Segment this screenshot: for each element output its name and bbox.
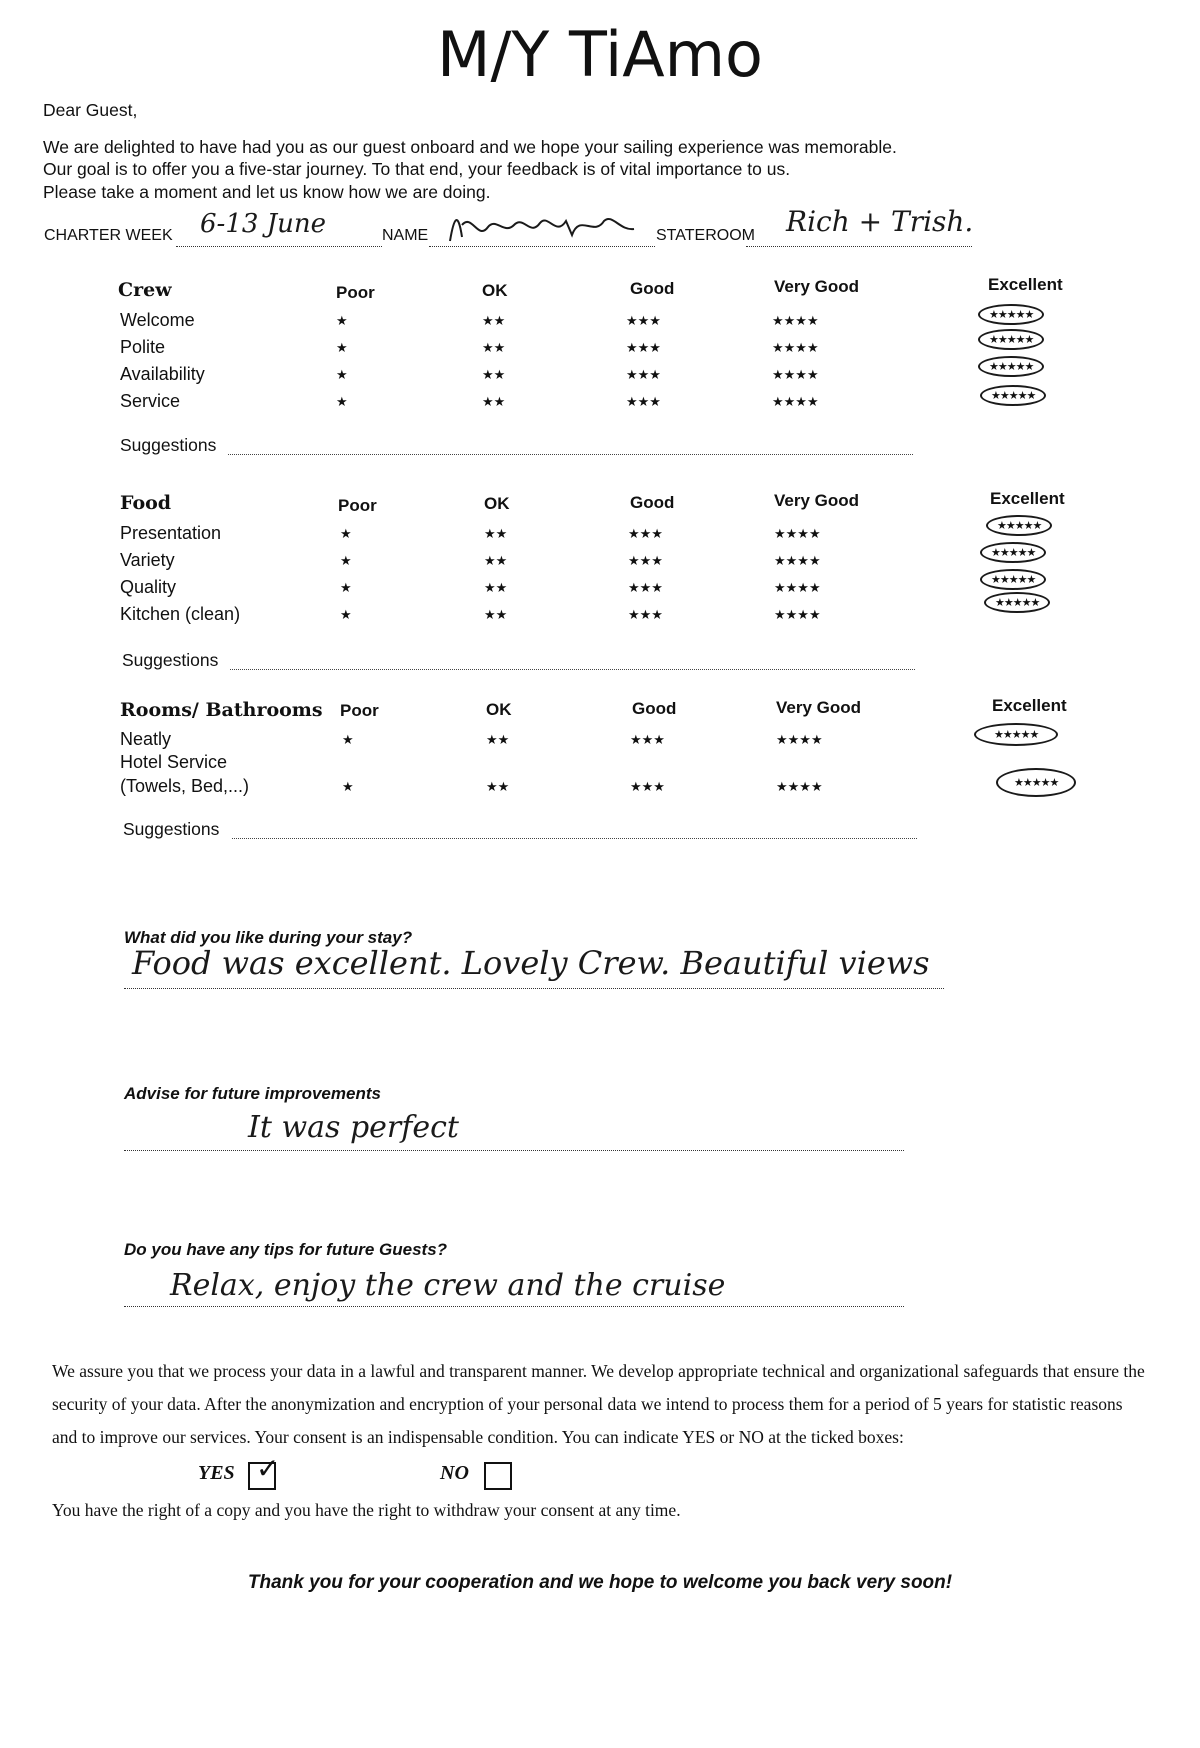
col-good: Good: [632, 699, 677, 718]
rating-good[interactable]: ★★★: [628, 526, 663, 541]
rooms-suggestions-field[interactable]: [232, 838, 917, 839]
liked-question: What did you like during your stay?: [124, 928, 413, 947]
rating-label: Quality: [120, 577, 177, 597]
rooms-section: [118, 695, 1078, 845]
rating-excellent-circled[interactable]: ★★★★★: [978, 356, 1044, 377]
rating-label: Polite: [120, 337, 166, 357]
liked-answer-field[interactable]: Food was excellent. Lovely Crew. Beautiful views: [132, 944, 930, 982]
no-label: NO: [440, 1462, 469, 1484]
col-good: Good: [630, 279, 675, 298]
col-very-good: Very Good: [776, 698, 862, 717]
rating-good[interactable]: ★★★: [626, 313, 661, 328]
form-title: M/Y TiAmo: [437, 18, 763, 91]
rating-good[interactable]: ★★★: [626, 394, 661, 409]
rating-row-variety: [118, 547, 1078, 576]
name-label: NAME: [382, 227, 429, 244]
col-poor: Poor: [336, 283, 375, 302]
no-checkbox[interactable]: [484, 1462, 512, 1490]
rating-very-good[interactable]: ★★★★: [776, 779, 823, 794]
rating-ok[interactable]: ★★: [484, 580, 508, 595]
rating-row-polite: [118, 334, 1078, 363]
rating-poor[interactable]: ★: [336, 367, 348, 382]
stateroom-field[interactable]: Rich + Trish.: [786, 205, 974, 238]
rating-excellent-circled[interactable]: ★★★★★: [980, 385, 1046, 406]
rating-label: Kitchen (clean): [120, 604, 241, 624]
rating-ok[interactable]: ★★: [484, 607, 508, 622]
rating-excellent-circled[interactable]: ★★★★★: [980, 542, 1046, 563]
guest-details-row: [44, 205, 1174, 249]
privacy-statement: We assure you that we process your data in a lawful and transparent manner. We develop appropriate technical and organizational safeguards that ensure the security of your data. After the anonymization and encryption of your personal data we intend to process them for a period of 5 years for statistic reasons and to improve our services. Your consent is an indispensable condition. You can indicate YES or NO at the ticked boxes:: [52, 1361, 1145, 1447]
rating-poor[interactable]: ★: [342, 779, 354, 794]
advise-answer-field[interactable]: It was perfect: [248, 1110, 459, 1145]
rating-good[interactable]: ★★★: [628, 580, 663, 595]
rating-poor[interactable]: ★: [340, 580, 352, 595]
advise-question: Advise for future improvements: [124, 1084, 381, 1103]
rating-poor[interactable]: ★: [342, 732, 354, 747]
rating-very-good[interactable]: ★★★★: [774, 607, 821, 622]
col-excellent: Excellent: [988, 275, 1063, 294]
col-very-good: Very Good: [774, 491, 860, 510]
rating-label: Variety: [120, 550, 175, 570]
rating-excellent-circled[interactable]: ★★★★★: [996, 768, 1076, 797]
rating-excellent-circled[interactable]: ★★★★★: [978, 304, 1044, 325]
rating-excellent-circled[interactable]: ★★★★★: [980, 569, 1046, 590]
rating-row-hotel-service: [118, 752, 1078, 800]
rating-row-presentation: [118, 520, 1078, 549]
rating-row-kitchen: [118, 597, 1078, 630]
greeting: Dear Guest,: [43, 100, 138, 120]
charter-week-field[interactable]: 6-13 June: [200, 209, 326, 239]
rating-label-sub: (Towels, Bed,...): [120, 776, 250, 796]
rating-good[interactable]: ★★★: [626, 340, 661, 355]
rating-good[interactable]: ★★★: [626, 367, 661, 382]
food-heading: Food: [120, 492, 172, 514]
rating-poor[interactable]: ★: [340, 526, 352, 541]
rating-row-quality: [118, 574, 1078, 603]
rating-ok[interactable]: ★★: [482, 313, 506, 328]
rating-very-good[interactable]: ★★★★: [772, 340, 819, 355]
yes-label: YES: [198, 1462, 235, 1484]
rating-very-good[interactable]: ★★★★: [776, 732, 823, 747]
rating-excellent-circled[interactable]: ★★★★★: [978, 329, 1044, 350]
food-suggestions-field[interactable]: [230, 669, 915, 670]
crew-section: [118, 275, 1078, 465]
col-poor: Poor: [340, 701, 379, 720]
checkmark-icon: ✓: [256, 1453, 280, 1484]
rating-very-good[interactable]: ★★★★: [772, 394, 819, 409]
rating-ok[interactable]: ★★: [482, 394, 506, 409]
rating-ok[interactable]: ★★: [482, 367, 506, 382]
rating-label: Neatly: [120, 729, 172, 749]
col-ok: OK: [486, 700, 512, 719]
food-section: [118, 488, 1078, 678]
rating-ok[interactable]: ★★: [484, 553, 508, 568]
rating-label: Service: [120, 391, 181, 411]
rooms-suggestions-label: Suggestions: [123, 819, 220, 839]
intro-line-1: We are delighted to have had you as our guest onboard and we hope your sailing experience was memorable.: [43, 137, 897, 157]
rating-good[interactable]: ★★★: [630, 732, 665, 747]
rating-very-good[interactable]: ★★★★: [774, 580, 821, 595]
rating-poor[interactable]: ★: [340, 553, 352, 568]
col-excellent: Excellent: [990, 489, 1065, 508]
rating-good[interactable]: ★★★: [628, 553, 663, 568]
rooms-heading: Rooms/ Bathrooms: [120, 699, 323, 721]
col-ok: OK: [484, 494, 510, 513]
rating-ok[interactable]: ★★: [486, 779, 510, 794]
name-signature[interactable]: [444, 207, 644, 247]
thank-you-note: Thank you for your cooperation and we hope to welcome you back very soon!: [247, 1572, 953, 1593]
rating-very-good[interactable]: ★★★★: [774, 526, 821, 541]
rating-ok[interactable]: ★★: [484, 526, 508, 541]
tips-question: Do you have any tips for future Guests?: [124, 1240, 448, 1259]
col-poor: Poor: [338, 496, 377, 515]
rating-row-availability: [118, 361, 1078, 390]
col-very-good: Very Good: [774, 277, 860, 296]
rights-statement: You have the right of a copy and you have the right to withdraw your consent at any time.: [52, 1500, 681, 1520]
food-suggestions-label: Suggestions: [122, 650, 219, 670]
rating-row-welcome: [118, 310, 1078, 336]
rating-label: Availability: [120, 364, 205, 384]
rating-very-good[interactable]: ★★★★: [772, 367, 819, 382]
intro-line-3: Please take a moment and let us know how we are doing.: [43, 182, 491, 202]
tips-answer-field[interactable]: Relax, enjoy the crew and the cruise: [170, 1268, 726, 1303]
rating-very-good[interactable]: ★★★★: [774, 553, 821, 568]
rating-good[interactable]: ★★★: [628, 607, 663, 622]
crew-heading: Crew: [118, 279, 172, 301]
crew-suggestions-field[interactable]: [228, 454, 913, 455]
rating-row-service: [118, 391, 1078, 417]
charter-week-label: CHARTER WEEK: [44, 227, 173, 244]
rating-very-good[interactable]: ★★★★: [772, 313, 819, 328]
col-good: Good: [630, 493, 675, 512]
rating-poor[interactable]: ★: [336, 340, 348, 355]
col-ok: OK: [482, 281, 508, 300]
intro-line-2: Our goal is to offer you a five-star journey. To that end, your feedback is of vital importance to us.: [43, 159, 791, 179]
rating-label: Welcome: [120, 310, 195, 330]
stateroom-label: STATEROOM: [656, 227, 755, 244]
rating-excellent-circled[interactable]: ★★★★★: [974, 723, 1058, 746]
rating-poor[interactable]: ★: [340, 607, 352, 622]
crew-suggestions-label: Suggestions: [120, 435, 217, 455]
rating-good[interactable]: ★★★: [630, 779, 665, 794]
rating-poor[interactable]: ★: [336, 313, 348, 328]
rating-ok[interactable]: ★★: [482, 340, 506, 355]
rating-poor[interactable]: ★: [336, 394, 348, 409]
rating-ok[interactable]: ★★: [486, 732, 510, 747]
col-excellent: Excellent: [992, 696, 1067, 715]
rating-label: Hotel Service: [120, 752, 228, 772]
rating-excellent-circled[interactable]: ★★★★★: [984, 592, 1050, 613]
rating-excellent-circled[interactable]: ★★★★★: [986, 515, 1052, 536]
rating-label: Presentation: [120, 523, 222, 543]
